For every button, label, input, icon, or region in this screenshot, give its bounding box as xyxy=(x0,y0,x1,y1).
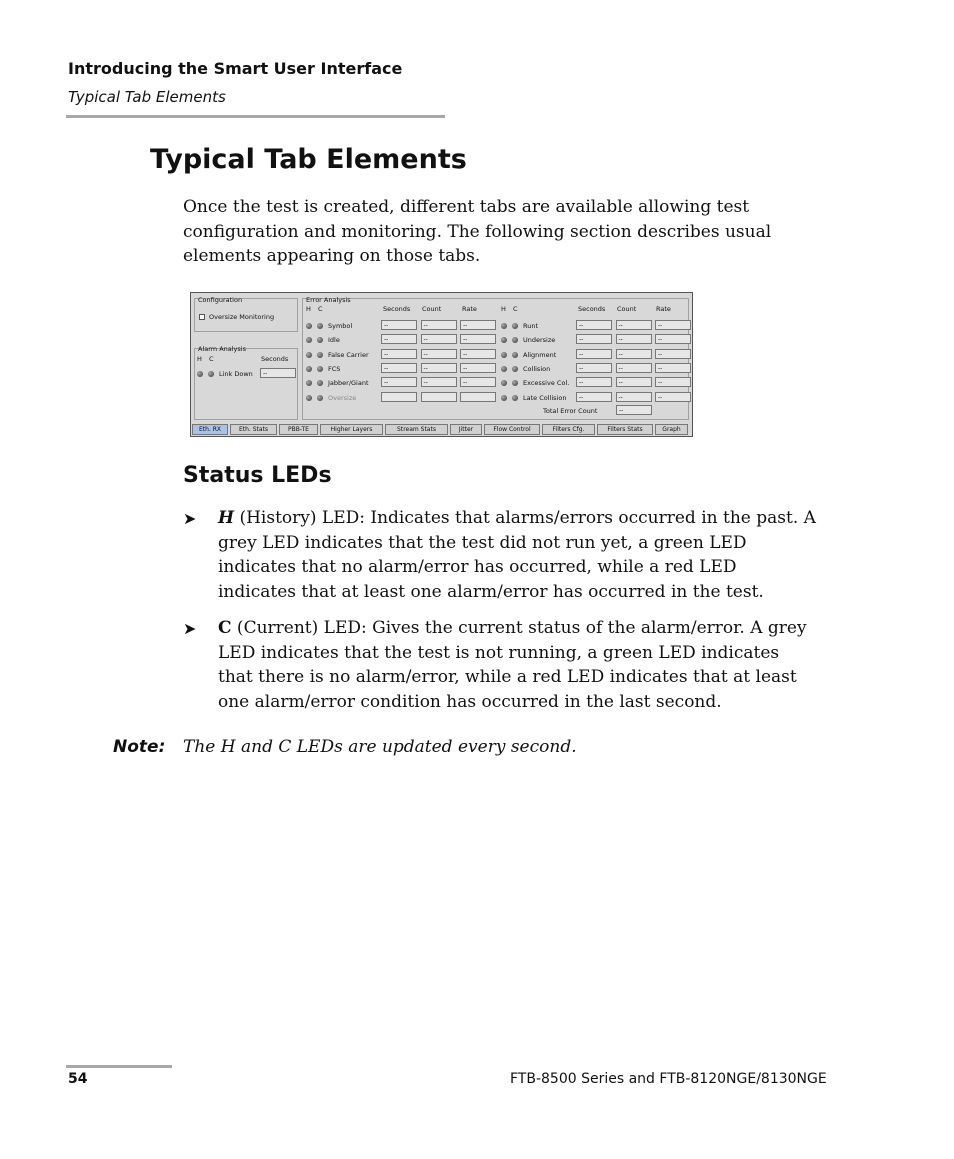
error-value: -- xyxy=(463,336,468,344)
note-label: Note: xyxy=(113,737,166,757)
error-value-field xyxy=(460,363,496,373)
error-value: -- xyxy=(384,379,389,387)
seconds-header-right: Seconds xyxy=(578,305,606,313)
error-value: -- xyxy=(463,350,468,358)
error-row-label: Symbol xyxy=(328,322,353,330)
h-led xyxy=(501,323,507,329)
error-value: -- xyxy=(658,350,663,358)
oversize-monitoring-label: Oversize Monitoring xyxy=(209,313,275,321)
tab-screenshot xyxy=(190,292,693,437)
error-value-field xyxy=(616,334,652,344)
h-led xyxy=(501,395,507,401)
error-value-field xyxy=(381,334,417,344)
error-row-label: Excessive Col. xyxy=(523,379,570,388)
status-leds-heading: Status LEDs xyxy=(183,463,332,488)
error-value-field xyxy=(616,377,652,387)
error-value-field xyxy=(381,377,417,387)
page-number: 54 xyxy=(68,1071,88,1087)
tab-filters-cfg[interactable]: Filters Cfg. xyxy=(542,424,595,435)
error-analysis-group xyxy=(302,298,689,420)
error-value-field xyxy=(616,349,652,359)
error-value-field xyxy=(421,363,457,373)
error-value: -- xyxy=(658,322,663,329)
error-row-label: Collision xyxy=(523,364,551,373)
error-value-field xyxy=(460,334,496,344)
error-value: -- xyxy=(579,336,584,344)
error-value-field xyxy=(655,349,691,359)
running-header-title: Introducing the Smart User Interface xyxy=(68,59,403,78)
link-down-seconds-field: -- xyxy=(260,368,296,378)
alarm-seconds-header: Seconds xyxy=(261,355,289,363)
error-value: -- xyxy=(384,350,389,358)
error-value: -- xyxy=(384,322,389,329)
error-value: -- xyxy=(658,379,663,387)
c-led xyxy=(512,395,518,401)
tab-filters-stats[interactable]: Filters Stats xyxy=(597,424,653,435)
error-value: -- xyxy=(423,364,428,372)
error-value-field xyxy=(576,377,612,387)
configuration-title: Configuration xyxy=(198,296,243,304)
error-value-field xyxy=(576,349,612,359)
error-value-field xyxy=(421,392,457,402)
error-value: -- xyxy=(658,364,663,372)
error-row-label: Oversize xyxy=(328,393,357,402)
h-led xyxy=(306,366,312,372)
tab-eth-rx[interactable]: Eth. RX xyxy=(192,424,228,435)
link-down-h-led xyxy=(197,371,203,377)
h-led xyxy=(501,352,507,358)
rate-header-left: Rate xyxy=(462,305,477,313)
page-title: Typical Tab Elements xyxy=(150,144,467,175)
error-value-field xyxy=(460,349,496,359)
current-text: (Current) LED: Gives the current status of the alarm/error. A grey LED indicates that the test is not running, a green LED indicates that there is no alarm/error, while a red LED indicates that at least one alarm/error condition has occurred in the last second. xyxy=(218,618,807,712)
history-key: H xyxy=(218,508,235,528)
error-value: -- xyxy=(463,322,468,329)
tab-pbb-te[interactable]: PBB-TE xyxy=(279,424,318,435)
error-value-field xyxy=(576,363,612,373)
alarm-analysis-title: Alarm Analysis xyxy=(198,345,246,353)
c-led xyxy=(317,395,323,401)
error-value-field xyxy=(655,363,691,373)
error-h-header-left: H xyxy=(306,305,311,313)
total-error-count-field: -- xyxy=(616,405,652,415)
error-c-header-left: C xyxy=(318,305,323,313)
error-value: -- xyxy=(423,336,428,344)
link-down-c-led xyxy=(208,371,214,377)
error-value: -- xyxy=(579,350,584,358)
error-value-field xyxy=(421,334,457,344)
count-header-left: Count xyxy=(422,305,442,313)
error-c-header-right: C xyxy=(513,305,518,313)
error-value-field xyxy=(576,392,612,402)
error-value-field xyxy=(460,392,496,402)
alarm-h-header: H xyxy=(197,355,202,363)
error-row-label: False Carrier xyxy=(328,350,369,359)
c-led xyxy=(512,352,518,358)
tab-flow-control[interactable]: Flow Control xyxy=(484,424,540,435)
error-value-field xyxy=(655,320,691,330)
error-value-field xyxy=(576,334,612,344)
c-led xyxy=(512,366,518,372)
error-value-field xyxy=(655,377,691,387)
error-value-field xyxy=(655,334,691,344)
error-value: -- xyxy=(618,322,623,329)
h-led xyxy=(306,323,312,329)
error-value-field xyxy=(616,392,652,402)
running-header-subtitle: Typical Tab Elements xyxy=(68,88,226,106)
error-value-field xyxy=(381,349,417,359)
error-value-field xyxy=(381,363,417,373)
error-value-field xyxy=(421,349,457,359)
error-value-field xyxy=(421,320,457,330)
tab-graph[interactable]: Graph xyxy=(655,424,688,435)
bullet-current-led xyxy=(218,616,818,714)
error-value: -- xyxy=(384,336,389,344)
error-row-label: Alignment xyxy=(523,350,557,359)
error-value-field xyxy=(616,363,652,373)
error-value-field xyxy=(616,320,652,330)
c-led xyxy=(512,323,518,329)
alarm-c-header: C xyxy=(209,355,214,363)
error-value: -- xyxy=(423,322,428,329)
error-value: -- xyxy=(423,379,428,387)
note-text: The H and C LEDs are updated every second. xyxy=(183,737,577,757)
total-error-count-label: Total Error Count xyxy=(543,407,598,415)
error-value: -- xyxy=(658,336,663,344)
error-value-field xyxy=(460,377,496,387)
h-led xyxy=(306,395,312,401)
tab-stream-stats[interactable]: Stream Stats xyxy=(385,424,448,435)
tab-eth-stats[interactable]: Eth. Stats xyxy=(230,424,277,435)
h-led xyxy=(501,366,507,372)
error-value: -- xyxy=(463,379,468,387)
error-value: -- xyxy=(618,379,623,387)
error-value: -- xyxy=(423,350,428,358)
error-row-label: FCS xyxy=(328,364,341,373)
footer-rule xyxy=(66,1065,172,1068)
error-value-field xyxy=(381,392,417,402)
count-header-right: Count xyxy=(617,305,637,313)
tab-higher-layers[interactable]: Higher Layers xyxy=(320,424,383,435)
error-value: -- xyxy=(618,364,623,372)
error-value: -- xyxy=(579,393,584,401)
history-text: (History) LED: Indicates that alarms/errors occurred in the past. A grey LED indicates that the test did not run yet, a green LED indicates that no alarm/error has occurred, while a red LED indicates that at least one alarm/error has occurred in the test. xyxy=(218,508,816,602)
bullet-arrow-icon: ➤ xyxy=(183,619,197,638)
error-value: -- xyxy=(618,350,623,358)
error-row-label: Idle xyxy=(328,336,340,345)
oversize-monitoring-checkbox[interactable] xyxy=(199,314,205,320)
tab-jitter[interactable]: Jitter xyxy=(450,424,482,435)
c-led xyxy=(317,323,323,329)
current-key: C xyxy=(218,618,232,638)
error-row-label: Jabber/Giant xyxy=(328,379,369,388)
error-value-field xyxy=(421,377,457,387)
link-down-label: Link Down xyxy=(219,370,253,378)
error-value: -- xyxy=(384,364,389,372)
error-row-label: Runt xyxy=(523,322,539,330)
rate-header-right: Rate xyxy=(656,305,671,313)
error-h-header-right: H xyxy=(501,305,506,313)
error-analysis-title: Error Analysis xyxy=(306,296,351,304)
error-value: -- xyxy=(463,364,468,372)
error-value-field xyxy=(576,320,612,330)
error-value: -- xyxy=(618,393,623,401)
c-led xyxy=(317,352,323,358)
error-value-field xyxy=(460,320,496,330)
c-led xyxy=(317,366,323,372)
error-value: -- xyxy=(618,336,623,344)
error-value: -- xyxy=(579,322,584,329)
bullet-arrow-icon: ➤ xyxy=(183,509,197,528)
bullet-history-led xyxy=(218,506,818,604)
header-rule xyxy=(66,115,445,118)
h-led xyxy=(306,352,312,358)
error-value: -- xyxy=(579,364,584,372)
error-value: -- xyxy=(658,393,663,401)
seconds-header-left: Seconds xyxy=(383,305,411,313)
error-row-label: Late Collision xyxy=(523,393,567,402)
error-row-label: Undersize xyxy=(523,336,556,345)
error-value-field xyxy=(381,320,417,330)
error-value-field xyxy=(655,392,691,402)
document-title: FTB-8500 Series and FTB-8120NGE/8130NGE xyxy=(510,1071,827,1087)
error-value: -- xyxy=(579,379,584,387)
intro-paragraph: Once the test is created, different tabs are available allowing test configuration and monitoring. The following section describes usual elements appearing on those tabs. xyxy=(183,197,772,266)
